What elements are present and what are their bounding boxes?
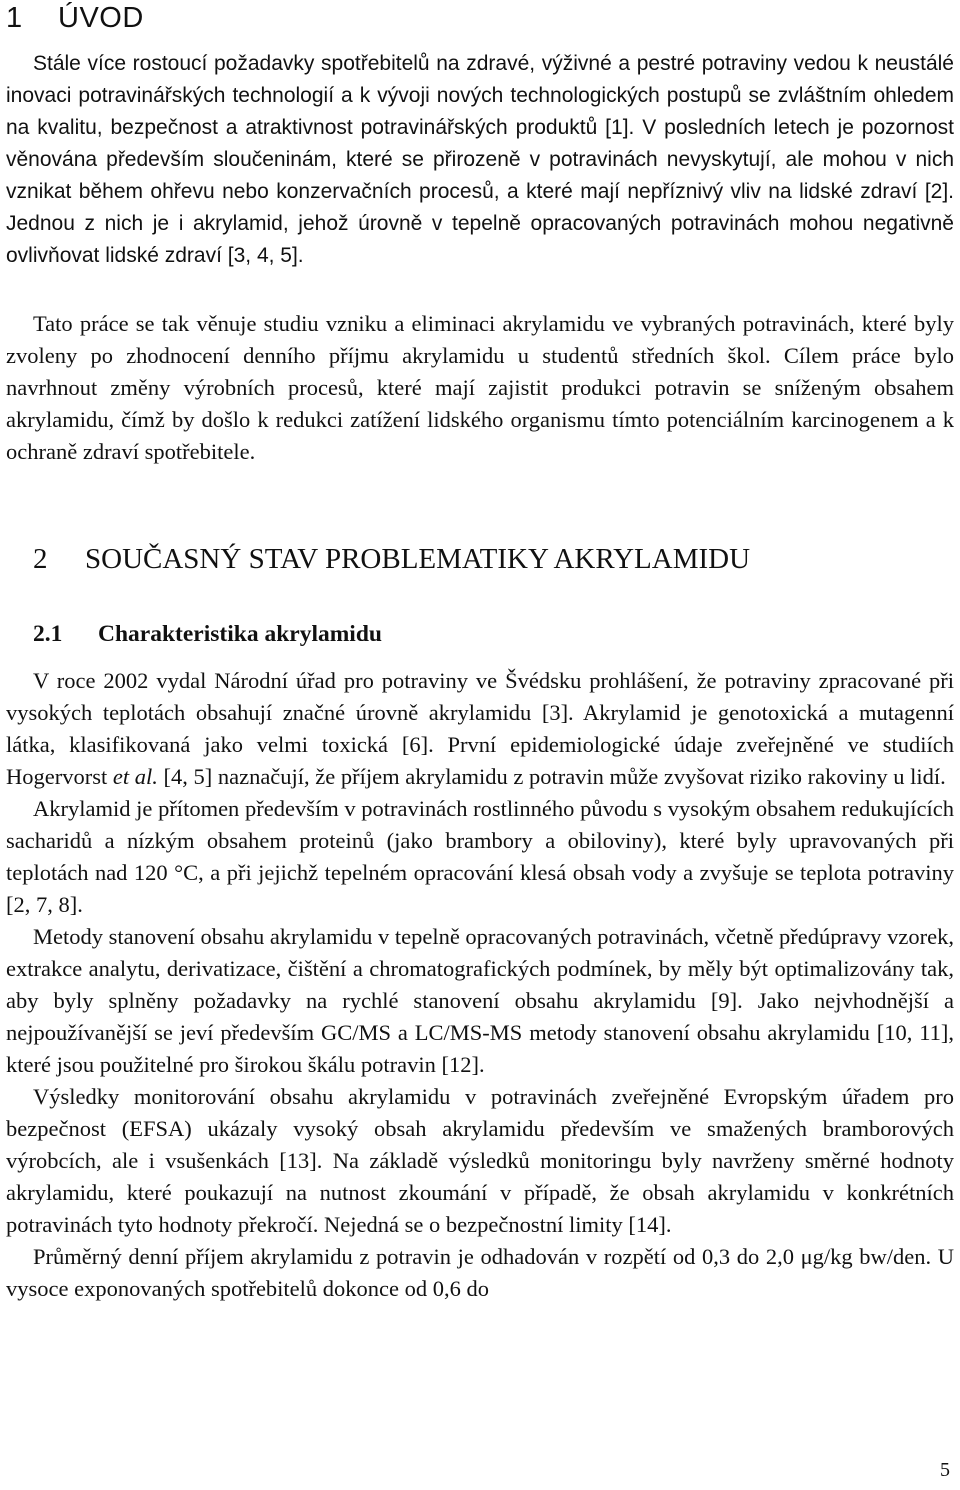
section-heading xyxy=(33,543,750,576)
intro-paragraph-2: Tato práce se tak věnuje studiu vzniku a eliminaci akrylamidu ve vybraných potravinách, které byly zvoleny po zhodnocení denního příjmu akrylamidu u studentů středních škol. Cílem práce bylo navrhnout změny výrobních procesů, které mají zajistit produkci potravin se sníženým obsahem akrylamidu, čímž by došlo k redukci zatížení lidského organismu tímto potenciálním karcinogenem a k ochraně zdraví spotřebitele. xyxy=(6,311,954,464)
paragraph-4: Výsledky monitorování obsahu akrylamidu v potravinách zveřejněné Evropským úřadem pro bezpečnost (EFSA) ukázaly vysoký obsah akrylamidu především ve smažených bramborových výrobcích, ale i vsušenkách [13]. Na základě výsledků monitoringu byly navrženy směrné hodnoty akrylamidu, které poukazují na nutnost zkoumání v případě, že obsah akrylamidu v konkrétních potravinách tyto hodnoty překročí. Nejedná se o bezpečnostní limity [14]. xyxy=(6,1084,954,1237)
document-page xyxy=(6,0,956,1490)
intro-text xyxy=(6,48,954,272)
paragraph-3: Metody stanovení obsahu akrylamidu v tepelně opracovaných potravinách, včetně předúpravy vzorek, extrakce analytu, derivatizace, čištění a chromatografických podmínek, by měly být optimalizovány tak, aby byly splněny požadavky na rychlé stanovení obsahu akrylamidu [9]. Jako nejvhodnější a nejpoužívanější se jeví především GC/MS a LC/MS-MS metody stanovení obsahu akrylamidu [10, 11], které jsou použitelné pro širokou škálu potravin [12]. xyxy=(6,924,954,1077)
intro-paragraph: Stále více rostoucí požadavky spotřebitelů na zdravé, výživné a pestré potraviny vedou k neustálé inovaci potravinářských technologií a k vývoji nových technologických postupů se zvláštním ohledem na kvalitu, bezpečnost a atraktivnost potravinářských produktů [1]. V posledních letech je pozornost věnována především sloučeninám, které se přirozeně v potravinách nevyskytují, ale mohou v nich vznikat během ohřevu nebo konzervačních procesů, a které mají nepříznivý vliv na lidské zdraví [2]. Jednou z nich je i akrylamid, jehož úrovně v tepelně opracovaných potravinách mohou negativně ovlivňovat lidské zdraví [3, 4, 5]. xyxy=(6,52,954,267)
page-number: 5 xyxy=(940,1459,950,1481)
paragraph-1-start: V roce 2002 vydal Národní úřad pro potraviny ve Švédsku prohlášení, že potraviny zpracované při vysokých teplotách obsahují značné úrovně akrylamidu [3]. Akrylamid je genotoxická a mutagenní látka, klasifikovaná jako velmi toxická [6]. První epidemiologické údaje zveřejněné ve studiích Hogervorst xyxy=(6,668,954,789)
body-text xyxy=(6,665,954,1305)
section-title: SOUČASNÝ STAV PROBLEMATIKY AKRYLAMIDU xyxy=(85,543,751,575)
paragraph-1 xyxy=(6,665,954,793)
paragraph-1-italic: et al. xyxy=(112,764,158,789)
subsection-number: 2.1 xyxy=(33,621,63,647)
chapter-heading xyxy=(6,2,144,35)
chapter-title: ÚVOD xyxy=(58,2,144,34)
section-number: 2 xyxy=(33,543,48,575)
paragraph-5: Průměrný denní příjem akrylamidu z potravin je odhadován v rozpětí od 0,3 do 2,0 μg/kg bw/den. U vysoce exponovaných spotřebitelů dokonce od 0,6 do xyxy=(6,1244,954,1301)
chapter-number: 1 xyxy=(6,2,23,34)
intro-text-2 xyxy=(6,308,954,468)
paragraph-2: Akrylamid je přítomen především v potravinách rostlinného původu s vysokým obsahem redukujících sacharidů a nízkým obsahem proteinů (jako brambory a obiloviny), které byly upravovaných při teplotách nad 120 °C, a při jejichž tepelném opracování klesá obsah vody a zvyšuje se teplota potraviny [2, 7, 8]. xyxy=(6,796,954,917)
subsection-title: Charakteristika akrylamidu xyxy=(98,621,382,647)
paragraph-1-end: [4, 5] naznačují, že příjem akrylamidu z potravin může zvyšovat riziko rakoviny u lidí. xyxy=(157,764,946,789)
subsection-heading xyxy=(33,621,382,648)
